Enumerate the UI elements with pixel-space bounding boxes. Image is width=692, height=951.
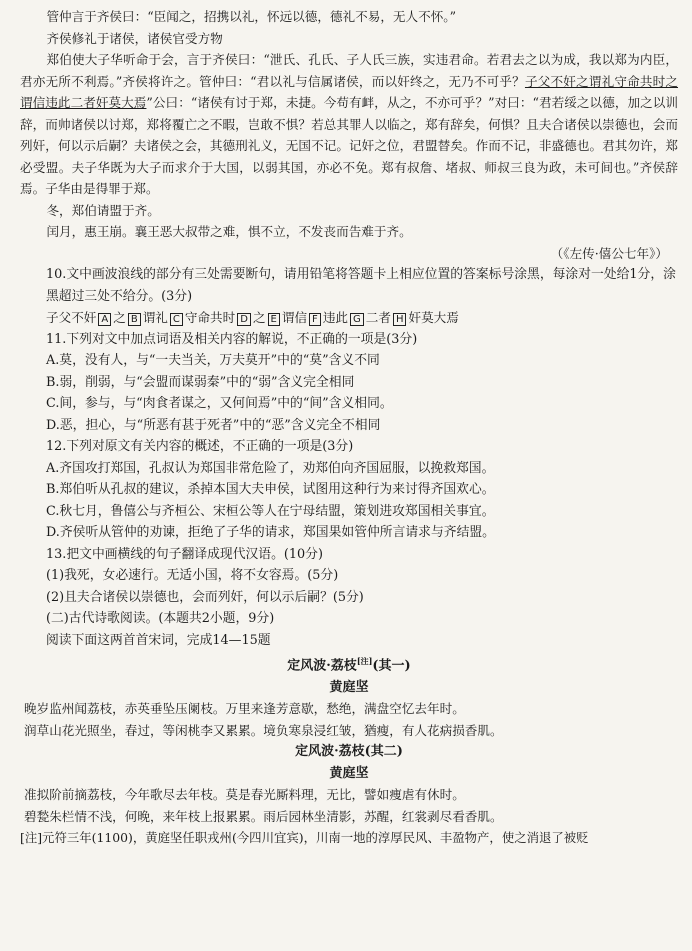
- answer-box-b[interactable]: B: [128, 313, 141, 326]
- question-10: [20, 264, 678, 329]
- passage-paragraph: 郑伯使大子华听命于会，言于齐侯曰：“泄氏、孔氏、子人氏三族，实违君命。若君去之以为成，我以郑为内臣，君亦无所不利焉。”齐侯将许之。管仲曰：“君以礼与信属诸侯，而以奸终之，无乃不可乎？子父不奸之谓礼守命共时之谓信违此二者奸莫大焉”公曰：“诸侯有讨于郑，未捷。今苟有衅，从之，不亦可乎？”对曰：“君若绥之以德，加之以训辞，而帅诸侯以讨郑，郑将覆亡之不暇，岂敢不惧？若总其罪人以临之，郑有辞矣，何惧？且夫合诸侯以崇德也，会而列奸，何以示后嗣？夫诸侯之会，其德刑礼义，无国不记。记奸之位，君盟替矣。作而不记，非盛德也。君其勿许，郑必受盟。夫子华既为大子而求介于大国，以弱其国，亦必不免。郑有叔詹、堵叔、师叔三良为政，未可间也。”齐侯辞焉。子华由是得罪于郑。: [20, 52, 679, 196]
- option-c: C.秋七月，鲁僖公与齐桓公、宋桓公等人在宁母结盟，策划进攻郑国相关事宜。: [46, 503, 495, 519]
- wavy-underlined-sentence: 子父不奸之谓礼守命共时之谓信违此二者奸莫大焉: [20, 73, 679, 110]
- option-c: C.间，参与，与“肉食者谋之，又何间焉”中的“间”含义相同。: [46, 396, 393, 411]
- translation-item: (2)且夫合诸侯以崇德也，会而列奸，何以示后嗣？(5分): [46, 589, 364, 605]
- option-d: D.恶，担心，与“所恶有甚于死者”中的“恶”含义完全不相同: [46, 417, 381, 433]
- question-12: [20, 436, 678, 544]
- footnote-mark: [注]: [356, 656, 373, 666]
- option-d: D.齐侯听从管仲的劝谏，拒绝了子华的请求，郑国果如管仲所言请求与齐结盟。: [46, 525, 495, 540]
- answer-box-c[interactable]: C: [170, 313, 183, 326]
- poem-line: 润草山花光照坐，春过，等闲桃李又累累。境负寒泉浸红皱，猶瘦，有人花病损香肌。: [24, 722, 503, 738]
- poem-line: 准拟阶前摘荔枝，今年歌尽去年枝。莫是春光厮料理，无比，譬如痩虐有休时。: [24, 787, 465, 803]
- option-b: B.郑伯听从孔叔的建议，杀掉本国大夫申侯，试图用这种行为来讨得齐国欢心。: [46, 482, 495, 497]
- section-heading: (二)古代诗歌阅读。(本题共2小题，9分): [46, 611, 275, 626]
- answer-box-a[interactable]: A: [98, 313, 111, 326]
- poem-title: 定风波·荔枝(其二): [295, 744, 403, 760]
- passage-line: 管仲言于齐侯曰：“臣闻之，招携以礼，怀远以德，德礼不易，无人不怀。”: [46, 9, 457, 24]
- poem-author: 黄庭坚: [329, 679, 369, 695]
- classical-passage: [20, 6, 678, 264]
- question-stem: 10.文中画波浪线的部分有三处需要断句，请用铅笔将答题卡上相应位置的答案标号涂黑，每涂对一处给1分，涂黑超过三处不给分。(3分): [46, 267, 676, 304]
- answer-box-g[interactable]: G: [350, 313, 364, 326]
- poem-line: 碧甃朱栏情不浅，何晚，来年枝上报累累。雨后园林坐清影，苏醒，红裳剥尽看香肌。: [24, 808, 503, 824]
- option-a: A.齐国攻打郑国，孔叔认为郑国非常危险了，劝郑伯向齐国屈服，以挽救郑国。: [46, 460, 495, 476]
- question-stem: 13.把文中画横线的句子翻译成现代汉语。(10分): [46, 546, 323, 562]
- option-a: A.莫，没有人，与“一夫当关，万夫莫开”中的“莫”含义不同: [46, 353, 380, 368]
- question-stem: 12.下列对原文有关内容的概述，不正确的一项是(3分): [46, 439, 354, 454]
- question-11: [20, 329, 678, 437]
- answer-box-f[interactable]: F: [309, 313, 321, 326]
- footnote: [注]元符三年(1100)，黄庭坚任职戎州(今四川宜宾)，川南一地的淳厚民风、丰盈物产，使之消退了被贬: [20, 830, 589, 846]
- passage-line: 闰月，惠王崩。襄王恶大叔带之难，惧不立，不发丧而告难于齐。: [46, 224, 412, 239]
- answer-box-h[interactable]: H: [393, 313, 407, 326]
- question-stem: 11.下列对文中加点词语及相关内容的解说，不正确的一项是(3分): [46, 331, 418, 347]
- answer-box-d[interactable]: D: [237, 313, 251, 326]
- poem-title: 定风波·荔枝[注](其一): [287, 656, 411, 674]
- section-intro: 阅读下面这两首首宋词，完成14—15题: [46, 632, 271, 648]
- option-b: B.弱，削弱，与“会盟而谋弱秦”中的“弱”含义完全相同: [46, 374, 355, 390]
- translation-item: (1)我死，女必速行。无适小国，将不女容焉。(5分): [46, 568, 339, 583]
- segmentation-options: 子父不奸 A 之 B 谓礼 C 守命共时 D 之 E 谓信 F 违此 G 二者 H 奸莫大焉: [46, 310, 459, 325]
- passage-source: （《左传·僖公七年》）: [550, 245, 668, 261]
- poetry-section: [20, 608, 678, 849]
- passage-line: 齐侯修礼于诸侯，诸侯官受方物: [46, 30, 223, 46]
- poem-line: 晚岁监州闻荔枝，赤英垂坠压阑枝。万里来逢芳意歇，愁绝，满盘空忆去年时。: [24, 701, 465, 717]
- question-13: [20, 544, 678, 609]
- passage-line: 冬，郑伯请盟于齐。: [46, 202, 160, 218]
- answer-box-e[interactable]: E: [268, 313, 280, 326]
- poem-author: 黄庭坚: [329, 765, 369, 781]
